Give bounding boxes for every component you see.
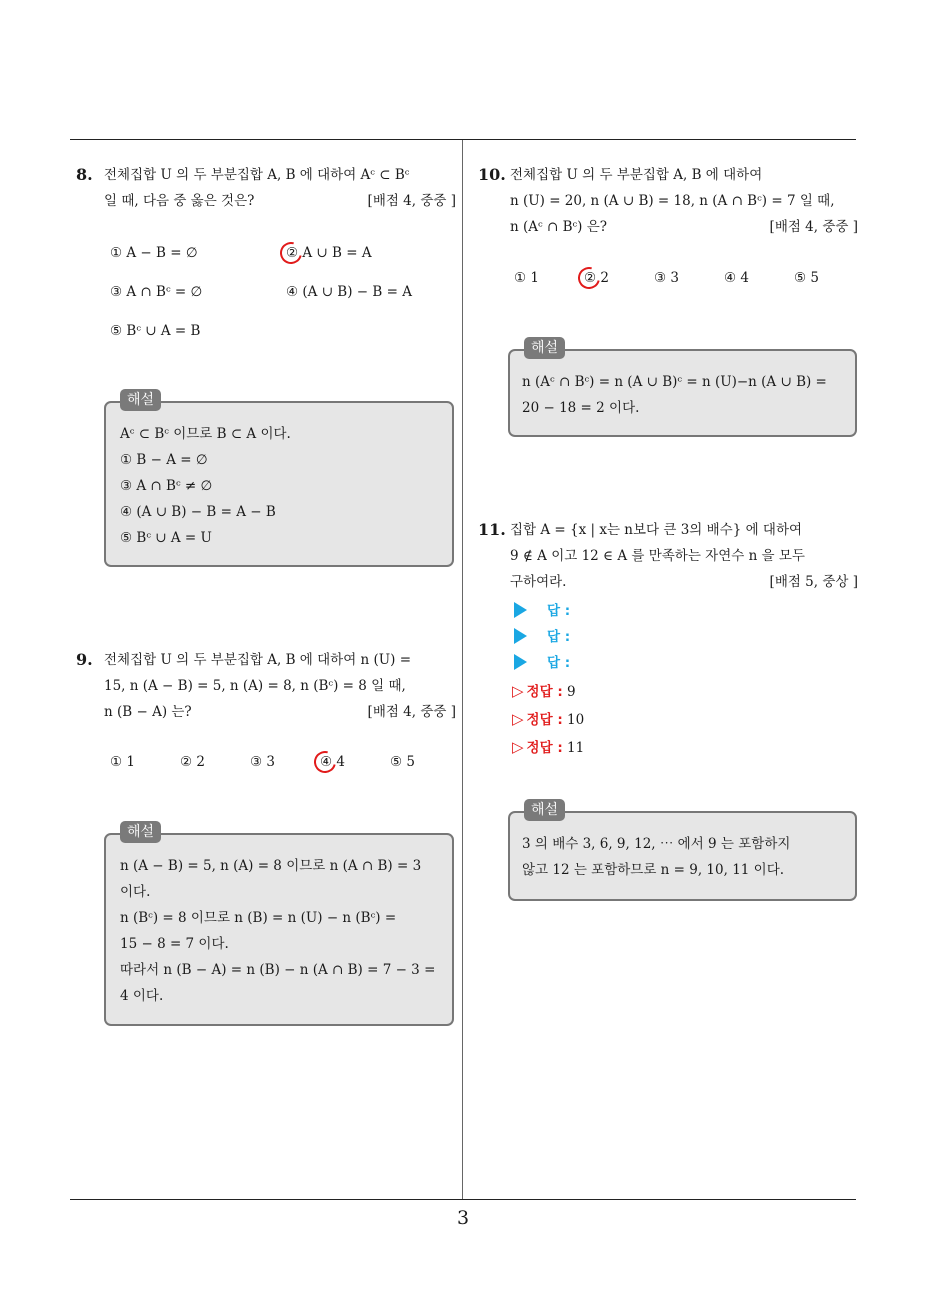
answer-label: 답 : [547,655,571,671]
solution-line: n (Aᶜ ∩ Bᶜ) = n (A ∪ B)ᶜ = n (U)−n (A ∪ B) = [522,374,827,390]
column-divider [462,140,463,1200]
correct-answer-row [512,708,584,731]
score-label: [배점 4, 중중 ] [367,193,456,209]
correct-answer-row [512,736,584,759]
answer-row[interactable] [514,600,570,622]
solution-line: Aᶜ ⊂ Bᶜ 이므로 B ⊂ A 이다. [120,426,291,442]
solution-line: n (A − B) = 5, n (A) = 8 이므로 n (A ∩ B) = 3 [120,858,422,874]
solution-line: ④ (A ∪ B) − B = A − B [120,504,276,520]
question-text-line: 구하여라. [510,574,567,590]
solution-tab: 해설 [524,799,565,821]
choice-3[interactable]: ③ 3 [250,754,275,770]
correct-answer-value: 11 [567,740,585,756]
correct-answer-value: 9 [567,684,576,700]
question-text-line: 집합 A = {x | x는 n보다 큰 3의 배수} 에 대하여 [510,522,803,538]
solution-box [104,824,454,1026]
outline-triangle-icon: ▷ [512,738,524,756]
solution-line: 않고 12 는 포함하므로 n = 9, 10, 11 이다. [522,862,785,878]
solution-line: ③ A ∩ Bᶜ ≠ ∅ [120,478,213,494]
outline-triangle-icon: ▷ [512,682,524,700]
question-11 [478,517,858,597]
solution-line: n (Bᶜ) = 8 이므로 n (B) = n (U) − n (Bᶜ) = [120,910,397,926]
correct-label: 정답 : [526,684,563,700]
answer-row[interactable] [514,626,570,648]
play-triangle-icon [514,628,527,644]
choice-5[interactable]: ⑤ Bᶜ ∪ A = B [110,323,201,339]
question-8 [76,162,456,222]
question-number: 9. [76,650,93,669]
solution-box [508,802,857,901]
correct-answer-value: 10 [567,712,585,728]
choice-1[interactable]: ① 1 [514,270,539,286]
question-text-line: 15, n (A − B) = 5, n (A) = 8, n (Bᶜ) = 8 일 때, [104,678,406,694]
question-number: 8. [76,165,93,184]
choice-2[interactable]: ② 2 [584,270,609,286]
choice-2[interactable]: ② A ∪ B = A [286,245,372,261]
question-text-line: n (Aᶜ ∩ Bᶜ) 은? [510,219,608,235]
choice-5[interactable]: ⑤ 5 [794,270,819,286]
solution-line: 3 의 배수 3, 6, 9, 12, ⋯ 에서 9 는 포함하지 [522,836,791,852]
top-rule [70,139,856,140]
question-text-line: 전체집합 U 의 두 부분집합 A, B 에 대하여 n (U) = [104,652,412,668]
choice-3[interactable]: ③ 3 [654,270,679,286]
choice-4[interactable]: ④ 4 [320,754,345,770]
page-number: 3 [456,1207,470,1229]
solution-line: ⑤ Bᶜ ∪ A = U [120,530,212,546]
play-triangle-icon [514,654,527,670]
question-text-line: 9 ∉ A 이고 12 ∈ A 를 만족하는 자연수 n 을 모두 [510,548,805,564]
solution-line: 15 − 8 = 7 이다. [120,936,229,952]
question-text-line: n (U) = 20, n (A ∪ B) = 18, n (A ∩ Bᶜ) = 7 일 때, [510,193,835,209]
choice-1[interactable]: ① 1 [110,754,135,770]
question-text-line: 전체집합 U 의 두 부분집합 A, B 에 대하여 Aᶜ ⊂ Bᶜ [104,167,410,183]
outline-triangle-icon: ▷ [512,710,524,728]
solution-line: 이다. [120,884,151,900]
question-9 [76,647,456,727]
answer-label: 답 : [547,629,571,645]
score-label: [배점 4, 중중 ] [769,219,858,235]
question-number: 10. [478,165,506,184]
choice-3[interactable]: ③ A ∩ Bᶜ = ∅ [110,284,203,300]
score-label: [배점 5, 중상 ] [769,574,858,590]
answer-label: 답 : [547,603,571,619]
bottom-rule [70,1199,856,1200]
choice-4[interactable]: ④ 4 [724,270,749,286]
solution-box [508,340,857,437]
solution-line: ① B − A = ∅ [120,452,208,468]
question-number: 11. [478,520,506,539]
solution-tab: 해설 [524,337,565,359]
choice-2[interactable]: ② 2 [180,754,205,770]
correct-answer-row [512,680,576,703]
correct-label: 정답 : [526,740,563,756]
choice-5[interactable]: ⑤ 5 [390,754,415,770]
choice-4[interactable]: ④ (A ∪ B) − B = A [286,284,412,300]
correct-label: 정답 : [526,712,563,728]
play-triangle-icon [514,602,527,618]
solution-box [104,392,454,567]
question-text-line: 일 때, 다음 중 옳은 것은? [104,193,255,209]
solution-line: 따라서 n (B − A) = n (B) − n (A ∩ B) = 7 − 3 = [120,962,436,978]
solution-tab: 해설 [120,821,161,843]
score-label: [배점 4, 중중 ] [367,704,456,720]
solution-line: 4 이다. [120,988,164,1004]
question-text-line: 전체집합 U 의 두 부분집합 A, B 에 대하여 [510,167,763,183]
solution-tab: 해설 [120,389,161,411]
solution-line: 20 − 18 = 2 이다. [522,400,640,416]
choice-1[interactable]: ① A − B = ∅ [110,245,198,261]
question-10 [478,162,858,242]
question-text-line: n (B − A) 는? [104,704,192,720]
answer-row[interactable] [514,652,570,674]
